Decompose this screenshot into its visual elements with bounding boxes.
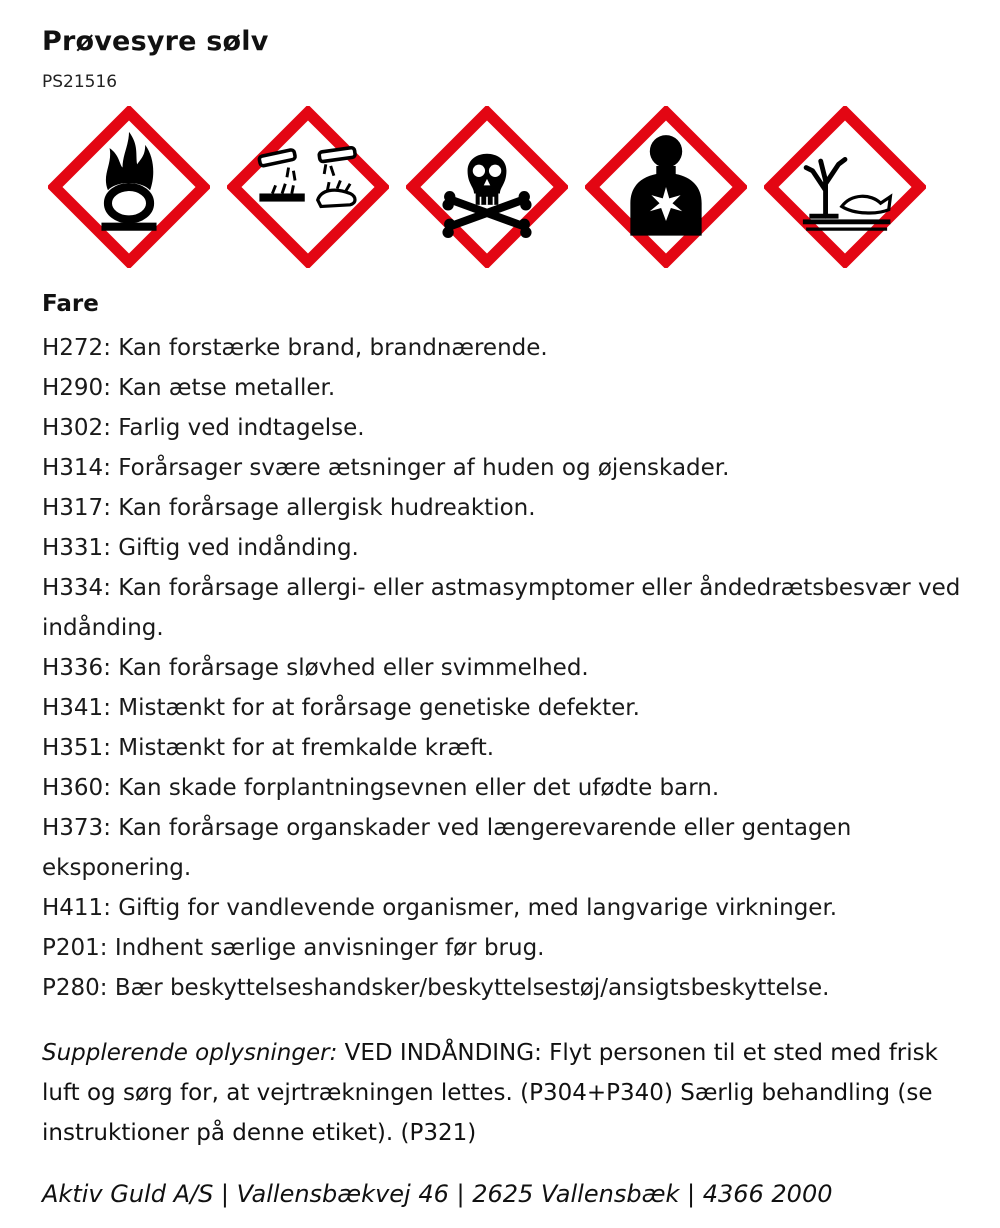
statement-item: H317: Kan forårsage allergisk hudreaktion. [42,495,536,521]
corrosion-icon [227,106,389,268]
statement-item: H341: Mistænkt for at forårsage genetiske defekter. [42,695,640,721]
signal-word: Fare [42,291,99,317]
supplementary-label: Supplerende oplysninger: [42,1040,338,1066]
statement-item: P280: Bær beskyttelseshandsker/beskyttelsestøj/ansigtsbeskyttelse. [42,975,830,1001]
statement-item: H302: Farlig ved indtagelse. [42,415,365,441]
statement-item: H351: Mistænkt for at fremkalde kræft. [42,735,495,761]
health-hazard-icon [585,106,747,268]
skull-crossbones-icon [406,106,568,268]
statement-item: P201: Indhent særlige anvisninger før brug. [42,935,545,961]
environment-icon [764,106,926,268]
supplementary-info [42,1033,972,1153]
product-code: PS21516 [42,72,118,92]
statement-item: H336: Kan forårsage sløvhed eller svimmelhed. [42,655,589,681]
flame-over-circle-icon [48,106,210,268]
statement-item: H360: Kan skade forplantningsevnen eller det ufødte barn. [42,775,720,801]
statement-item: H411: Giftig for vandlevende organismer, med langvarige virkninger. [42,895,838,921]
statement-item: H331: Giftig ved indånding. [42,535,359,561]
statement-item: H334: Kan forårsage allergi- eller astmasymptomer eller åndedrætsbesvær ved indånding. [42,575,961,641]
hazard-statements [42,328,972,1008]
statement-item: H314: Forårsager svære ætsninger af huden og øjenskader. [42,455,730,481]
statement-item: H290: Kan ætse metaller. [42,375,336,401]
product-title: Prøvesyre sølv [42,26,269,57]
supplier-footer: Aktiv Guld A/S | Vallensbækvej 46 | 2625 Vallensbæk | 4366 2000 [42,1180,833,1208]
statement-item: H373: Kan forårsage organskader ved længerevarende eller gentagen eksponering. [42,815,852,881]
supplementary-text: VED INDÅNDING: Flyt personen til et sted med frisk luft og sørg for, at vejrtrækningen lettes. (P304+P340) Særlig behandling (se instruktioner på denne etiket). (P321) [42,1040,938,1146]
statement-item: H272: Kan forstærke brand, brandnærende. [42,335,548,361]
